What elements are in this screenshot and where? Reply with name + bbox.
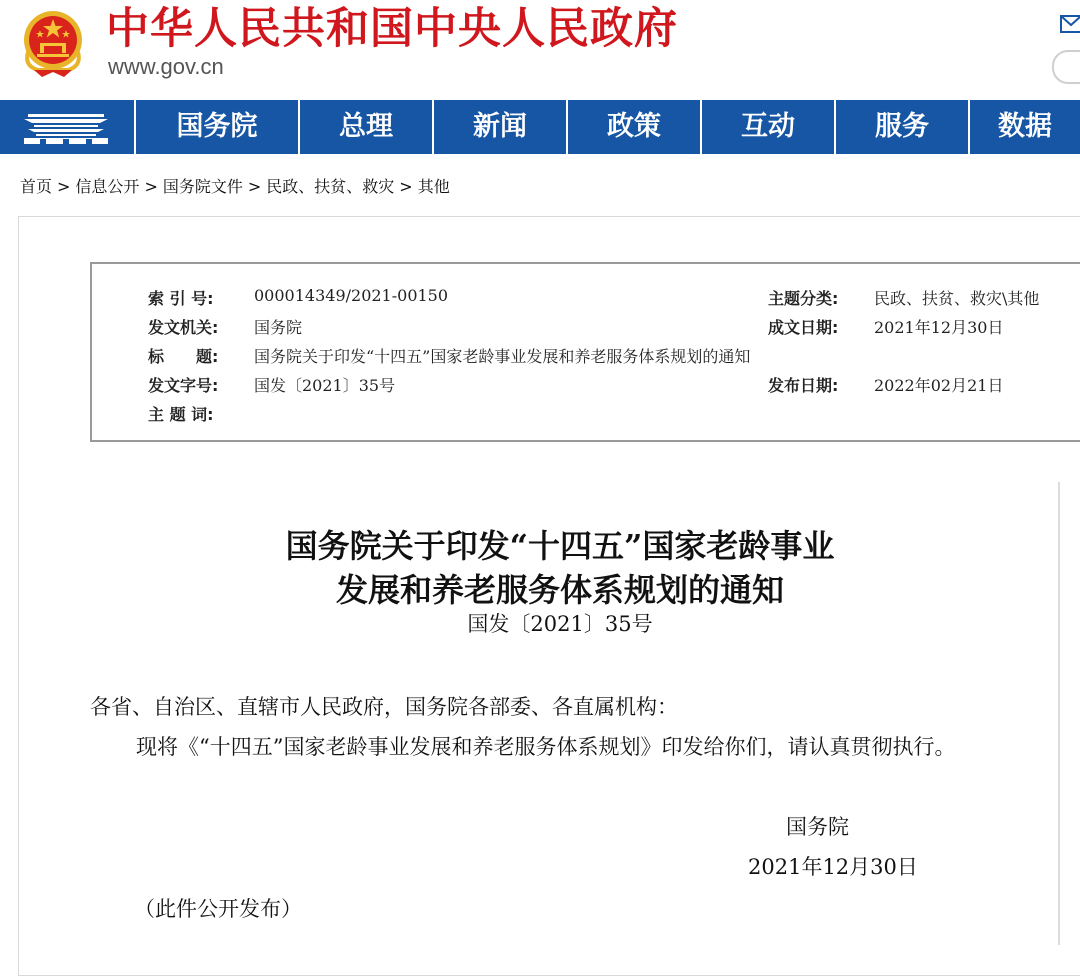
publication-note: （此件公开发布） — [134, 897, 302, 921]
index-number-value: 000014349/2021-00150 — [254, 286, 449, 305]
mail-icon[interactable] — [1060, 14, 1080, 34]
keywords-label: 主 题 词: — [148, 405, 214, 424]
nav-item-data[interactable]: 数据 — [968, 100, 1080, 154]
document-number: 国发〔2021〕35号 — [467, 612, 653, 636]
document-number-value: 国发〔2021〕35号 — [254, 376, 396, 395]
main-nav — [0, 100, 1080, 154]
nav-item-policy[interactable]: 政策 — [566, 100, 700, 154]
breadcrumb-state-council-documents[interactable]: 国务院文件 — [162, 177, 243, 196]
written-date-label: 成文日期: — [768, 318, 839, 337]
salutation: 各省、自治区、直辖市人民政府，国务院各部委、各直属机构： — [90, 695, 678, 719]
breadcrumb — [20, 174, 450, 197]
written-date-value: 2021年12月30日 — [874, 318, 1004, 337]
published-date-label: 发布日期: — [768, 376, 839, 395]
title-value: 国务院关于印发“十四五”国家老龄事业发展和养老服务体系规划的通知 — [254, 347, 751, 366]
nav-item-interaction[interactable]: 互动 — [700, 100, 834, 154]
breadcrumb-info-disclosure[interactable]: 信息公开 — [75, 177, 140, 196]
breadcrumb-other[interactable]: 其他 — [417, 177, 450, 196]
site-domain[interactable]: www.gov.cn — [108, 54, 224, 79]
index-number-label: 索 引 号: — [148, 289, 214, 308]
document-title — [140, 524, 980, 612]
tiananmen-icon — [20, 108, 112, 146]
nav-item-state-council[interactable]: 国务院 — [134, 100, 298, 154]
nav-item-services[interactable]: 服务 — [834, 100, 968, 154]
breadcrumb-separator: > — [399, 177, 413, 196]
article-divider — [1058, 482, 1060, 945]
nav-item-premier[interactable]: 总理 — [298, 100, 432, 154]
breadcrumb-separator: > — [57, 177, 71, 196]
document-title-line-2: 发展和养老服务体系规划的通知 — [335, 571, 784, 609]
category-label: 主题分类: — [768, 289, 839, 308]
signing-date: 2021年12月30日 — [748, 855, 918, 879]
document-number-label: 发文字号: — [148, 376, 219, 395]
document-title-line-1: 国务院关于印发“十四五”国家老龄事业 — [285, 527, 835, 565]
breadcrumb-home[interactable]: 首页 — [20, 177, 53, 196]
breadcrumb-separator: > — [144, 177, 158, 196]
breadcrumb-civil-affairs[interactable]: 民政、扶贫、救灾 — [266, 177, 395, 196]
site-title[interactable]: 中华人民共和国中央人民政府 — [106, 4, 678, 54]
search-toggle[interactable] — [1052, 50, 1080, 84]
issuer-label: 发文机关: — [148, 318, 219, 337]
nav-home[interactable] — [0, 100, 134, 154]
issuer-value: 国务院 — [254, 318, 303, 337]
body-paragraph: 现将《“十四五”国家老龄事业发展和养老服务体系规划》印发给你们，请认真贯彻执行。 — [136, 735, 956, 759]
breadcrumb-separator: > — [247, 177, 262, 196]
published-date-value: 2022年02月21日 — [874, 376, 1004, 395]
nav-item-news[interactable]: 新闻 — [432, 100, 566, 154]
site-header — [0, 0, 1080, 100]
national-emblem-icon[interactable] — [20, 8, 86, 78]
signer: 国务院 — [786, 815, 849, 839]
title-label: 标 题: — [148, 347, 219, 366]
category-value: 民政、扶贫、救灾\其他 — [874, 289, 1040, 308]
document-info-box — [90, 262, 1080, 442]
